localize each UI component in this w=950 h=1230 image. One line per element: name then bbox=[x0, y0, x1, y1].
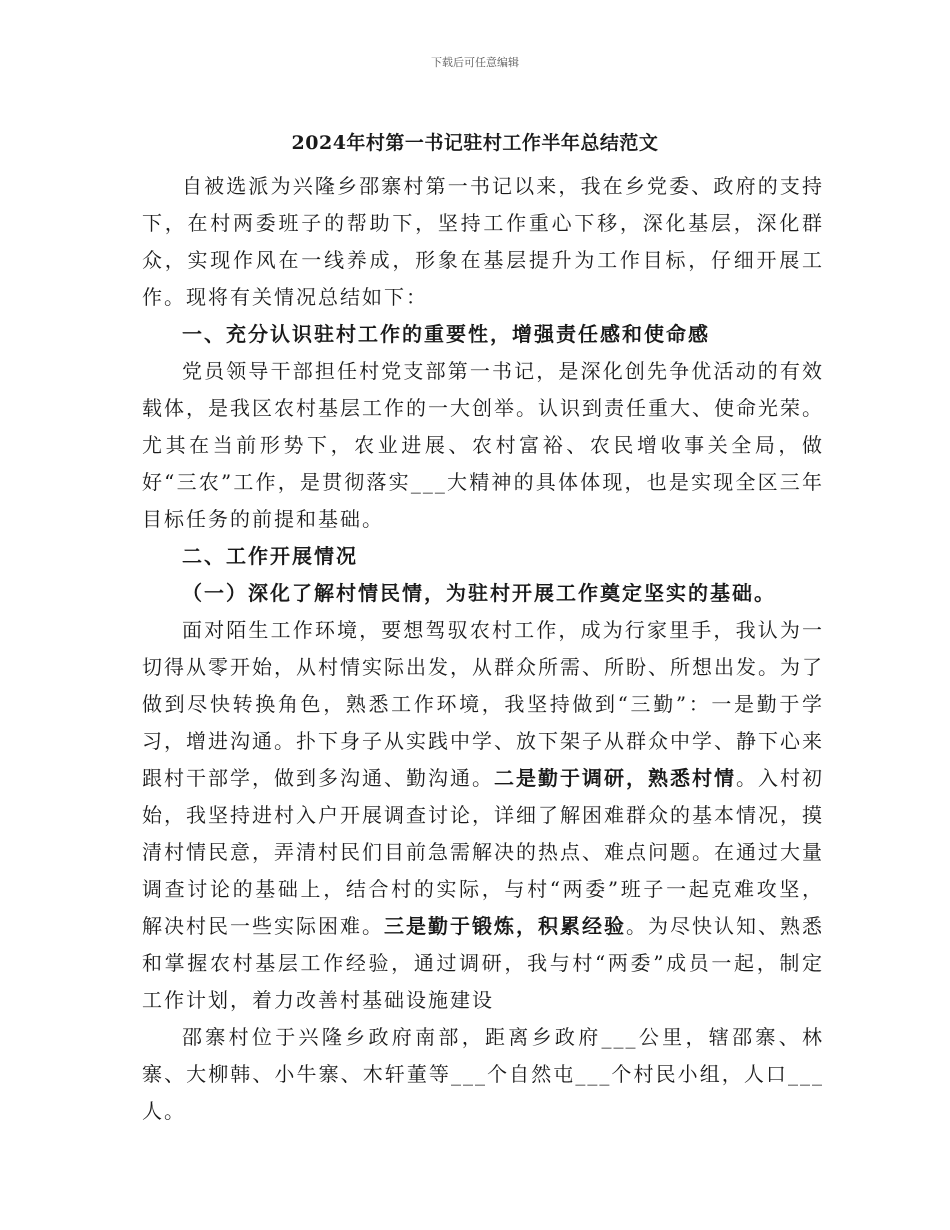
section-heading-2: 二、工作开展情况 bbox=[182, 544, 358, 568]
paragraph-village-profile: 邵寨村位于兴隆乡政府南部，距离乡政府___公里，辖邵寨、林寨、大柳韩、小牛寨、木轩董等___个自然屯___个村民小组，人口___人。 bbox=[142, 1025, 824, 1123]
subsection-heading-1: （一）深化了解村情民情，为驻村开展工作奠定坚实的基础。 bbox=[182, 581, 776, 605]
document-title: 2024年村第一书记驻村工作半年总结范文 bbox=[291, 132, 659, 154]
section-heading-1: 一、充分认识驻村工作的重要性，增强责任感和使命感 bbox=[182, 322, 710, 346]
document-body bbox=[142, 168, 824, 1130]
bold-phrase-research: 二是勤于调研，熟悉村情 bbox=[494, 766, 736, 790]
paragraph-three-diligence bbox=[142, 612, 824, 1019]
header-note: 下载后可任意编辑 bbox=[431, 56, 519, 69]
paragraph-importance: 党员领导干部担任村党支部第一书记，是深化创先争优活动的有效载体，是我区农村基层工作的一大创举。认识到责任重大、使命光荣。尤其在当前形势下，农业进展、农村富裕、农民增收事关全局，做好“三农”工作，是贯彻落实___大精神的具体体现，也是实现全区三年目标任务的前提和基础。 bbox=[142, 359, 824, 531]
paragraph-text: 面对陌生工作环境，要想驾驭农村工作，成为行家里手，我认为一切得从零开始，从村情实际出发，从群众所需、所盼、所想出发。为了做到尽快转换角色，熟悉工作环境，我坚持做到“三勤”：一是勤于学习，增进沟通。扑下身子从实践中学、放下架子从群众中学、静下心来跟村干部学，做到多沟通、勤沟通。 bbox=[142, 618, 824, 790]
bold-phrase-experience: 三是勤于锻炼，积累经验 bbox=[384, 914, 626, 938]
paragraph-text: 。入村初始，我坚持进村入户开展调查讨论，详细了解困难群众的基本情况，摸清村情民意，弄清村民们目前急需解决的热点、难点问题。在通过大量调查讨论的基础上，结合村的实际，与村“两委”班子一起克难攻坚，解决村民一些实际困难。 bbox=[142, 766, 824, 938]
paragraph-intro: 自被选派为兴隆乡邵寨村第一书记以来，我在乡党委、政府的支持下，在村两委班子的帮助下，坚持工作重心下移，深化基层，深化群众，实现作风在一线养成，形象在基层提升为工作目标，仔细开展工作。现将有关情况总结如下： bbox=[142, 174, 824, 309]
paragraph-text: 。为尽快认知、熟悉和掌握农村基层工作经验，通过调研，我与村“两委”成员一起，制定工作计划，着力改善村基础设施建设 bbox=[142, 914, 824, 1012]
